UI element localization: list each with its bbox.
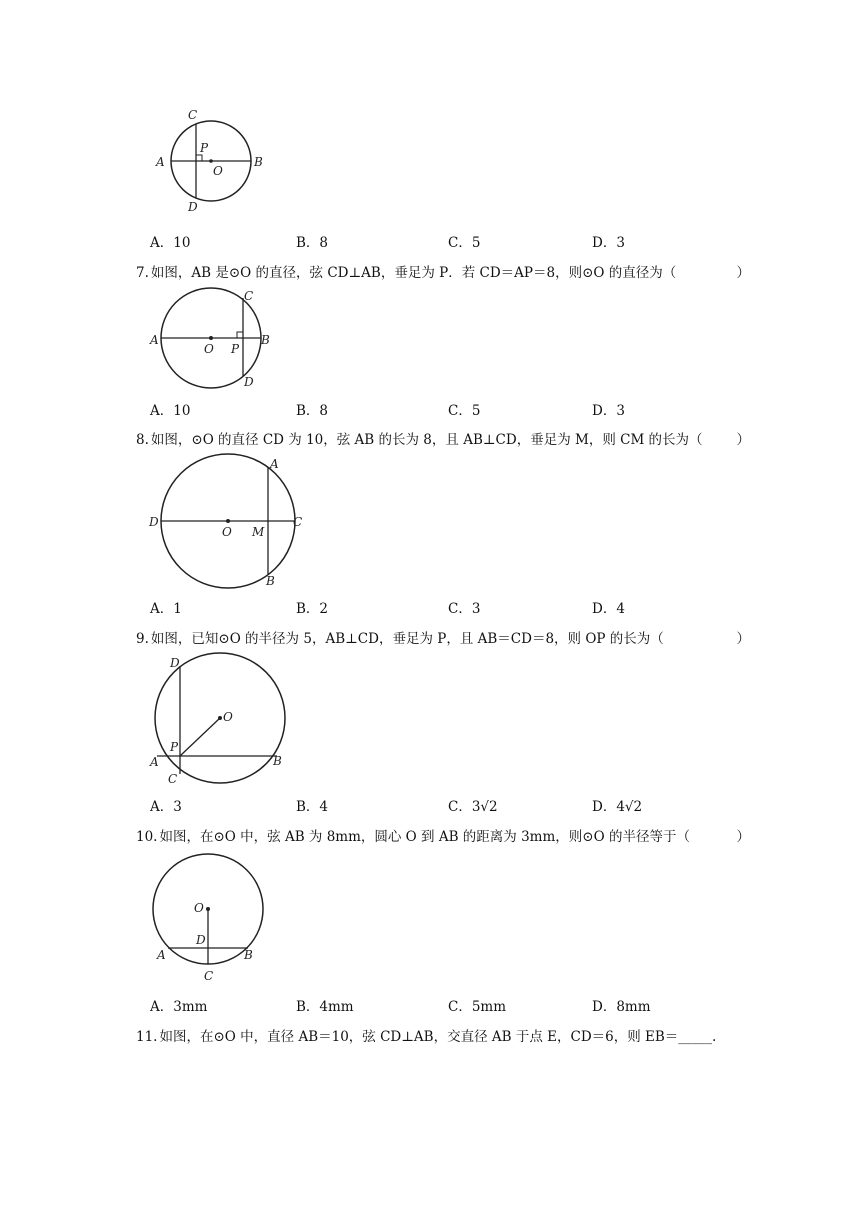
- q6-label-o: O: [213, 164, 223, 178]
- q9-label-p: P: [170, 740, 179, 754]
- q6-figure: [150, 100, 280, 215]
- q9-stem: [136, 627, 750, 647]
- q8-option-d: D．4: [592, 601, 625, 617]
- q10-figure: [148, 852, 278, 990]
- q6-option-a: A．10: [150, 235, 191, 251]
- q6-label-b: B: [254, 155, 263, 169]
- q8-center-dot: [226, 519, 230, 523]
- q7-option-d: D．3: [592, 403, 625, 419]
- q7-figure: [148, 286, 278, 391]
- q9-center-dot: [218, 716, 222, 720]
- q10-text: 如图，在⊙O 中，弦 AB 为 8mm，圆心 O 到 AB 的距离为 3mm，则⊙O 的半径等于（: [159, 829, 690, 845]
- q7-options: [150, 399, 710, 419]
- q9-text: 如图，已知⊙O 的半径为 5，AB⊥CD，垂足为 P，且 AB＝CD＝8，则 OP 的长为（: [150, 631, 664, 647]
- q6-label-p: P: [200, 141, 209, 155]
- q7-number: 7.: [136, 265, 149, 281]
- q8-option-c: C．3: [448, 601, 481, 617]
- q8-label-m: M: [252, 525, 265, 539]
- q8-paren-close: ）: [736, 432, 750, 448]
- q9-figure: [146, 650, 296, 790]
- q8-label-c: C: [293, 515, 303, 529]
- q9-option-d: D．4√2: [592, 799, 643, 815]
- q7-right-angle-mark: [237, 332, 243, 338]
- q9-number: 9.: [136, 631, 149, 647]
- q10-label-o: O: [194, 901, 204, 915]
- q7-label-o: O: [204, 342, 214, 356]
- q10-option-b: B．4mm: [296, 999, 354, 1015]
- q10-center-dot: [206, 907, 210, 911]
- q9-label-a: A: [150, 755, 159, 769]
- q9-options: [150, 795, 710, 815]
- q6-center-dot: [209, 159, 213, 163]
- q7-option-b: B．8: [296, 403, 329, 419]
- q9-label-c: C: [168, 772, 178, 786]
- q10-option-c: C．5mm: [448, 999, 507, 1015]
- q8-label-o: O: [222, 525, 232, 539]
- q6-option-b: B．8: [296, 235, 329, 251]
- q11-number: 11.: [136, 1029, 158, 1045]
- q10-option-d: D．8mm: [592, 999, 651, 1015]
- q6-label-d: D: [188, 200, 198, 214]
- q10-label-d: D: [196, 933, 206, 947]
- q7-label-c: C: [244, 289, 254, 303]
- q8-option-a: A．1: [150, 601, 182, 617]
- q7-label-a: A: [150, 333, 159, 347]
- q7-label-b: B: [261, 333, 270, 347]
- q11-stem: [136, 1025, 740, 1045]
- q6-label-a: A: [156, 155, 165, 169]
- q8-figure: [146, 450, 316, 590]
- q9-option-c: C．3√2: [448, 799, 498, 815]
- q10-number: 10.: [136, 829, 158, 845]
- q6-options: [150, 231, 710, 251]
- q8-label-b: B: [266, 574, 275, 588]
- q9-option-a: A．3: [150, 799, 182, 815]
- q7-text: 如图，AB 是⊙O 的直径，弦 CD⊥AB，垂足为 P．若 CD＝AP＝8，则⊙O 的直径为（: [150, 265, 677, 281]
- q6-label-c: C: [188, 108, 198, 122]
- q7-label-d: D: [244, 375, 254, 389]
- q9-segment-op: [180, 718, 220, 756]
- q8-number: 8.: [136, 432, 149, 448]
- q6-option-d: D．3: [592, 235, 625, 251]
- q7-option-c: C．5: [448, 403, 481, 419]
- q7-stem: [136, 261, 750, 281]
- q7-option-a: A．10: [150, 403, 191, 419]
- q8-stem: [136, 428, 750, 448]
- q8-label-a: A: [270, 457, 279, 471]
- q9-label-d: D: [170, 656, 180, 670]
- q6-right-angle-mark: [196, 155, 202, 161]
- q6-option-c: C．5: [448, 235, 481, 251]
- q7-center-dot: [209, 336, 213, 340]
- q9-label-o: O: [223, 710, 233, 724]
- q9-label-b: B: [273, 754, 282, 768]
- q7-label-p: P: [231, 342, 240, 356]
- q10-option-a: A．3mm: [150, 999, 208, 1015]
- q8-label-d: D: [149, 515, 159, 529]
- q7-paren-close: ）: [736, 265, 750, 281]
- q10-label-c: C: [204, 969, 214, 983]
- q10-paren-close: ）: [736, 829, 750, 845]
- q10-label-b: B: [244, 948, 253, 962]
- q8-option-b: B．2: [296, 601, 329, 617]
- q8-text: 如图，⊙O 的直径 CD 为 10，弦 AB 的长为 8，且 AB⊥CD，垂足为 M，则 CM 的长为（: [150, 432, 703, 448]
- q9-option-b: B．4: [296, 799, 329, 815]
- q10-options: [150, 995, 710, 1015]
- q10-stem: [136, 825, 750, 845]
- q8-options: [150, 597, 710, 617]
- q11-text: 如图，在⊙O 中，直径 AB＝10，弦 CD⊥AB，交直径 AB 于点 E，CD＝6，则 EB＝_____.: [159, 1029, 717, 1045]
- q9-paren-close: ）: [736, 631, 750, 647]
- q10-label-a: A: [157, 948, 166, 962]
